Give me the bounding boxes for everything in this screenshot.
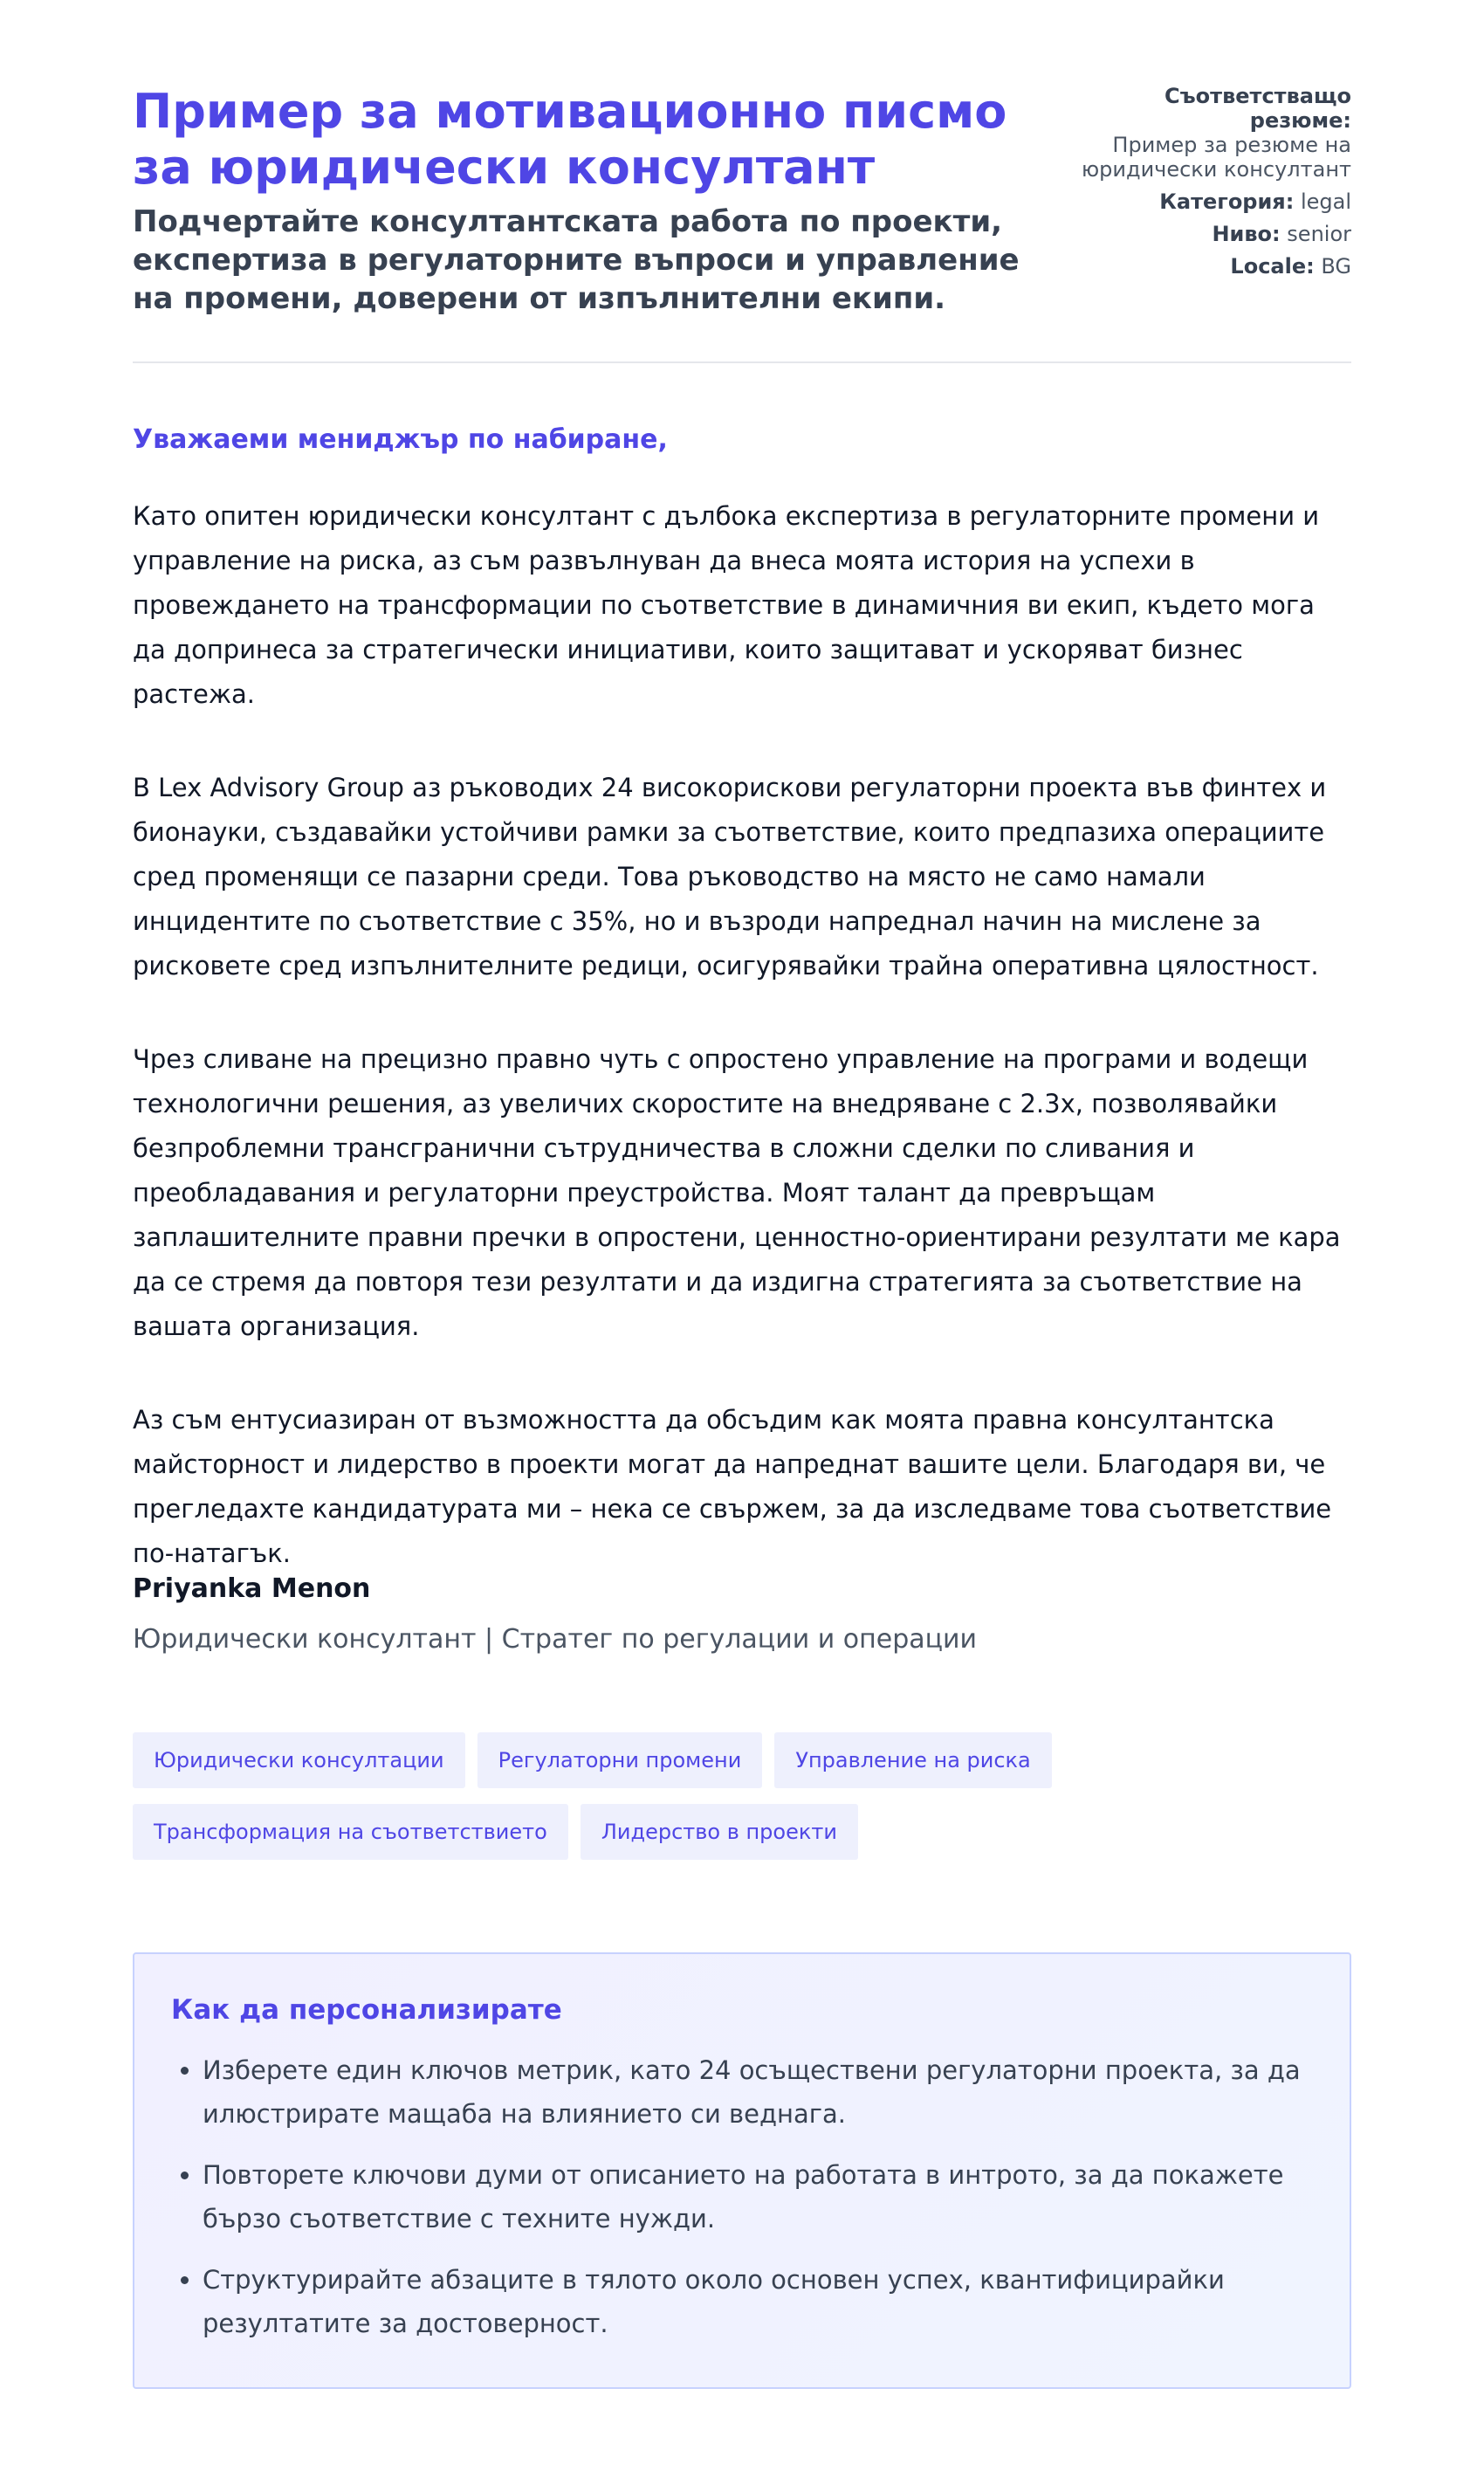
letter-salutation: Уважаеми мениджър по набиране, [133, 424, 668, 455]
letter-paragraph: В Lex Advisory Group аз ръководих 24 високорискови регулаторни проекта във финтех и бионауки, създавайки устойчиви рамки за съответствие, които предпазиха операциите сред променящи се пазарни среди. Това ръководство на място не само намали инцидентите по съответствие с 35%, но и възроди напреднал начин на мислене за рисковете сред изпълнителните редици, осигурявайки трайна оперативна цялостност. [133, 773, 1327, 981]
skill-tags [133, 1732, 1093, 1876]
tips-list [171, 2048, 1313, 2345]
tip-item: • Структурирайте абзаците в тялото около основен успех, квантифицирайки резултатите за достоверност. [203, 2258, 1313, 2345]
meta-locale-value: BG [1321, 254, 1351, 279]
meta-level [1063, 222, 1351, 246]
skill-tag: Регулаторни промени [477, 1732, 763, 1788]
meta-locale [1063, 254, 1351, 279]
tip-item: • Изберете един ключов метрик, като 24 осъществени регулаторни проекта, за да илюстрирате мащаба на влиянието си веднага. [203, 2048, 1313, 2136]
meta-level-value: senior [1287, 222, 1351, 246]
cover-letter-page [133, 0, 1351, 2338]
tip-item: • Повторете ключови думи от описанието на работата в интрото, за да покажете бързо съответствие с техните нужди. [203, 2153, 1313, 2240]
tips-title: Как да персонализирате [171, 1994, 562, 2026]
page-header [133, 0, 1351, 363]
letter-paragraph: Като опитен юридически консултант с дълбока експертиза в регулаторните промени и управление на риска, аз съм развълнуван да внеса моята история на успехи в провеждането на трансформации по съответствие в динамичния ви екип, където мога да допринеса за стратегически инициативи, които защитават и ускоряват бизнес растежа. [133, 501, 1320, 709]
signature-name: Priyanka Menon [133, 1573, 371, 1604]
meta-resume-link[interactable]: Пример за резюме на юридически консултант [1081, 133, 1351, 182]
meta-resume [1063, 84, 1351, 182]
page-subtitle: Подчертайте консултантската работа по проекти, експертиза в регулаторните въпроси и управление на промени, доверени от изпълнителни екипи. [133, 204, 1020, 316]
page-title: Пример за мотивационно писмо за юридически консултант [133, 84, 1007, 195]
skill-tag: Управление на риска [774, 1732, 1051, 1788]
skill-tag: Трансформация на съответствието [133, 1804, 568, 1860]
meta-level-label: Ниво: [1212, 222, 1281, 246]
letter-paragraph: Чрез сливане на прецизно правно чуть с опростено управление на програми и водещи технологични решения, аз увеличих скоростите на внедряване с 2.3x, позволявайки безпроблемни трансгранични сътрудничества в сложни сделки по сливания и преобладавания и регулаторни преустройства. Моят талант да превръщам заплашителните правни пречки в опростени, ценностно-ориентирани резултати ме кара да се стремя да повторя тези резултати и да издигна стратегията за съответствие на вашата организация. [133, 1044, 1341, 1341]
meta-category-value: legal [1300, 189, 1351, 214]
skill-tag: Лидерство в проекти [581, 1804, 858, 1860]
letter-body [133, 494, 1355, 1625]
meta-resume-label: Съответстващо резюме: [1165, 84, 1351, 133]
meta-locale-label: Locale: [1230, 254, 1315, 279]
skill-tag: Юридически консултации [133, 1732, 465, 1788]
letter-paragraph: Аз съм ентусиазиран от възможността да обсъдим как моята правна консултантска майсторност и лидерство в проекти могат да напреднат вашите цели. Благодаря ви, че прегледахте кандидатурата ми – нека се свържем, за да изследваме това съответствие по-натагък. [133, 1405, 1332, 1568]
personalization-tips [133, 1952, 1351, 2389]
meta-category [1063, 189, 1351, 214]
meta-category-label: Категория: [1159, 189, 1295, 214]
meta-panel [1063, 84, 1351, 286]
signature-title: Юридически консултант | Стратег по регулации и операции [133, 1624, 978, 1655]
